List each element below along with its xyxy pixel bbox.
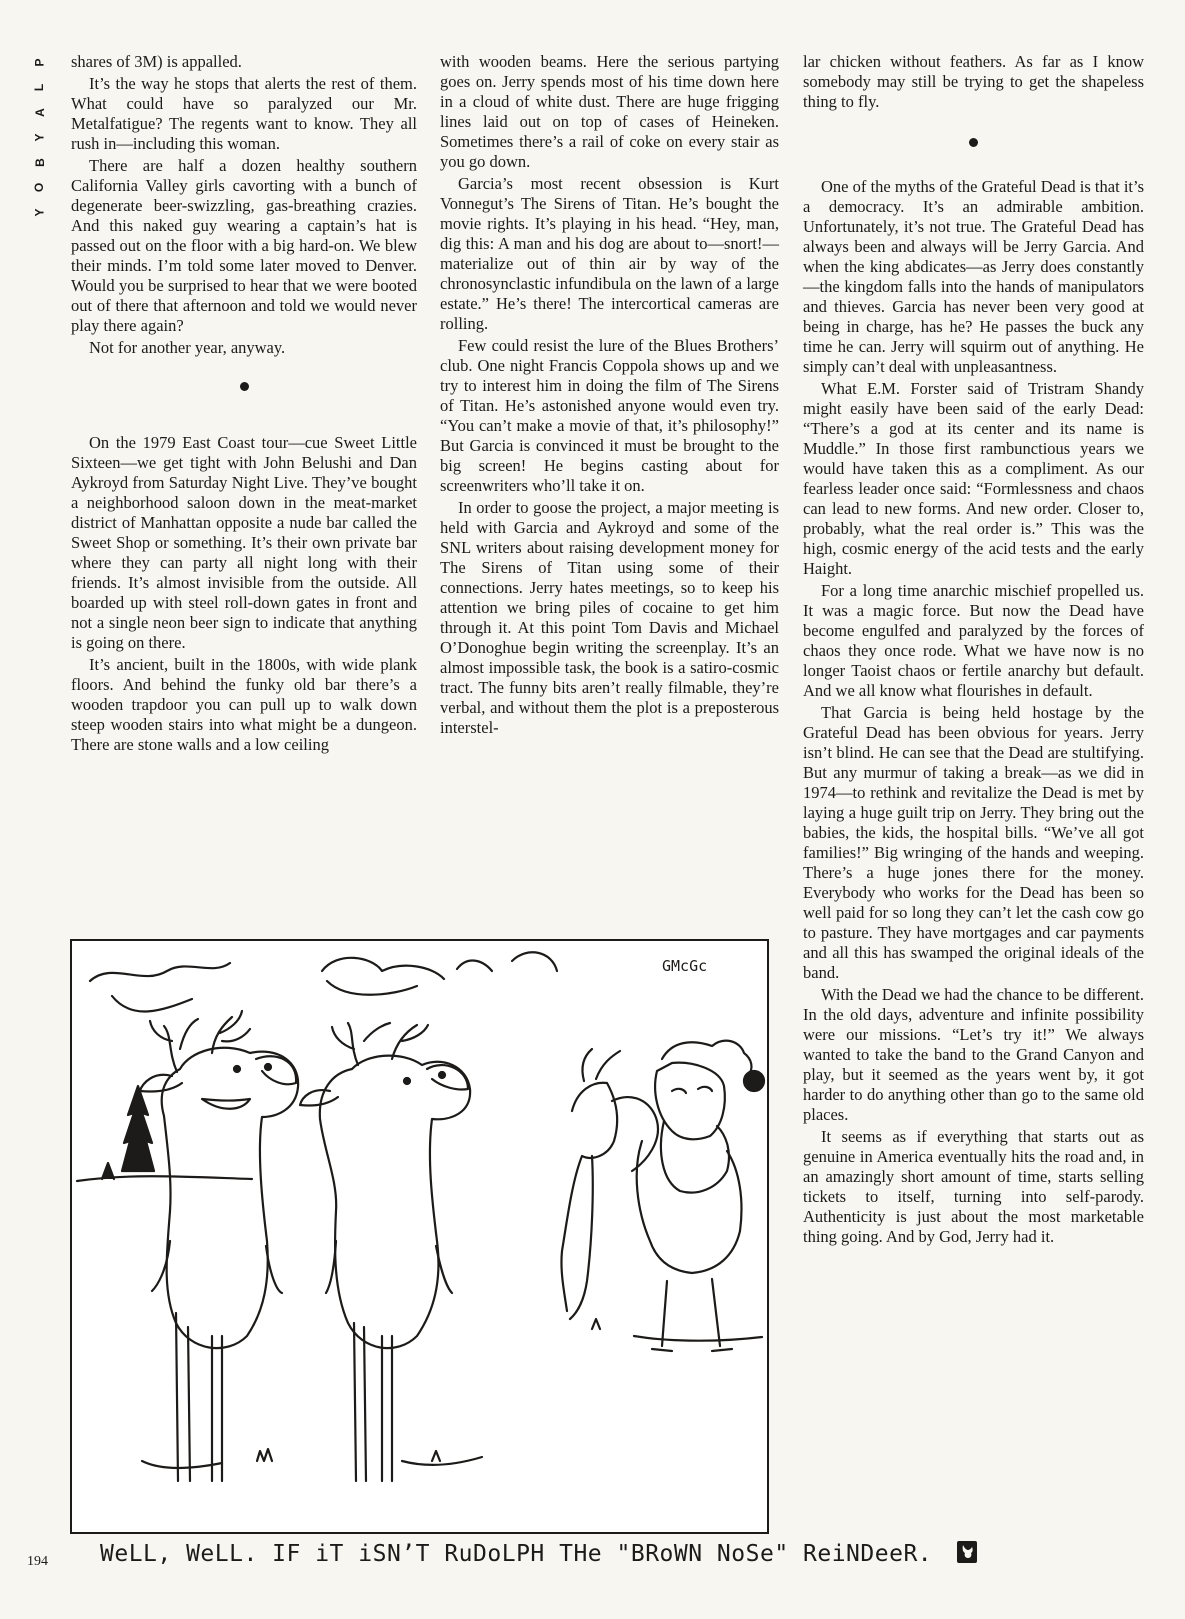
body-paragraph: What E.M. Forster said of Tristram Shandy might easily have been said of the early Dead: “There’s a god at its center and its name is Muddle.” In those first rambunctious years we would have taken this as a compliment. As our fearless leader once said: “Formlessness and chaos can lead to new forms. And new order. Closer to, probably, what the real order is.” This was the high, cosmic energy of the acid tests and the early Haight. (803, 379, 1144, 578)
body-paragraph: There are half a dozen healthy southern California Valley girls cavorting with a bunch of degenerate beer-swizzling, gas-breathing crazies. And this naked guy wearing a captain’s hat is passed out on the floor with a big hard-on. We blew their minds. I’m told some later moved to Denver. Would you be surprised to hear that we were booted out of there that afternoon and told we would never play there again? (71, 156, 417, 335)
cloud-line (322, 958, 444, 979)
col2-paragraphs (440, 52, 779, 738)
magazine-mark-letter: A (32, 108, 47, 117)
grass-tuft (257, 1449, 272, 1461)
santa-claus (634, 1041, 764, 1351)
body-paragraph: One of the myths of the Grateful Dead is that it’s a democracy. It’s an admirable ambition. Unfortunately, it’s not true. The Grateful Dead has always been and always will be Jerry Garcia. And when the king abdicates—as Jerry does constantly—the kingdom falls into the hands of manipulators and thieves. Garcia has never been very good at being in charge, has he? He passes the buck any time he can. Jerry will squirm out of anything. He simply can’t deal with unpleasantness. (803, 177, 1144, 376)
magazine-mark-letter: Y (32, 208, 47, 217)
body-paragraph: Not for another year, anyway. (89, 338, 286, 357)
rabbit-head-end-mark-icon (957, 1541, 977, 1563)
body-paragraph: lar chicken without feathers. As far as I know somebody may still be trying to get the shapeless thing to fly. (803, 52, 1144, 111)
cloud-line (90, 963, 230, 981)
column-3 (803, 52, 1144, 1247)
section-break-bullet (969, 138, 978, 147)
magazine-mark-letter: O (32, 182, 47, 193)
magazine-mark-letter: Y (32, 133, 47, 142)
reindeer-left (140, 1011, 298, 1481)
body-paragraph: In order to goose the project, a major meeting is held with Garcia and Aykroyd and some of the SNL writers about raising development money for The Sirens of Titan using some of their connections. Jerry hates meetings, so to keep his attention we bring piles of cocaine to get him through it. At this point Tom Davis and Michael O’Donoghue begin writing the screenplay. It’s an almost impossible task, the book is a satiro-cosmic tract. The funny bits aren’t really filmable, they’re verbal, and without them the plot is a preposterous interstel- (440, 498, 779, 737)
body-paragraph: with wooden beams. Here the serious partying goes on. Jerry spends most of his time down here in a cloud of white dust. There are huge frigging lines laid out on top of cases of Heineken. Sometimes there’s a rail of coke on every stair as you go down. (440, 52, 779, 171)
body-paragraph: Garcia’s most recent obsession is Kurt Vonnegut’s The Sirens of Titan. He’s bought the movie rights. It’s playing in his head. “Hey, man, dig this: A man and his dog are about to—snort!—materialize out of thin air by way of the chronosynclastic infundibula on the lawn of a large estate.” He’s there! The intercortical cameras are rolling. (440, 174, 779, 333)
body-paragraph: It’s ancient, built in the 1800s, with wide plank floors. And behind the funky old bar there’s a wooden trapdoor you can pull up to walk down steep wooden stairs into what might be a dungeon. There are stone walls and a low ceiling (71, 655, 417, 754)
column-1 (71, 52, 417, 755)
col3-paragraphs-bottom (803, 177, 1144, 1247)
magazine-mark-letter: B (32, 158, 47, 167)
magazine-mark-letter: L (32, 83, 47, 92)
col1-paragraphs-bottom (71, 433, 417, 755)
cloud-line (112, 996, 192, 1011)
grass-tuft (432, 1451, 440, 1461)
body-paragraph: With the Dead we had the chance to be different. In the old days, adventure and infinite possibility were our missions. “Let’s try it!” We always wanted to take the band to the Grand Canyon and play, but it seemed as the years went by, it got harder to do anything other than go to the same old places. (803, 985, 1144, 1124)
cloud-line (327, 981, 417, 995)
col1-paragraphs-top (71, 52, 417, 358)
cloud-line (457, 961, 492, 971)
body-paragraph: That Garcia is being held hostage by the Grateful Dead has been obvious for years. Jerry isn’t blind. He can see that the Dead are stultifying. But any murmur of taking a break—as we did in 1974—to rethink and revitalize the Dead is met by laying a huge guilt trip on Jerry. They bring out the babies, the kids, the hospital bills. “We’ve all got families!” Big wringing of the hands and weeping. There’s a huge jones there for the money. Everybody who works for the Dead has been so well paid for so long they can’t let the cash cow go to pasture. They have mortgages and car payments and all this has swamped the original ideals of the band. (803, 703, 1144, 982)
page-number: 194 (27, 1554, 48, 1569)
magazine-mark-letter: P (32, 58, 47, 67)
playboy-vertical-logo (30, 50, 50, 225)
grass-tuft (592, 1319, 600, 1329)
col3-paragraphs-top (803, 52, 1144, 112)
body-paragraph: It’s the way he stops that alerts the rest of them. What could have so paralyzed our Mr. Metalfatigue? The regents want to know. They all rush in—including this woman. (71, 74, 417, 153)
cartoon-caption: WeLL, WeLL. IF iT iSN’T RuDoLPH THe "BRoWN NoSe" ReiNDeeR. (100, 1541, 933, 1567)
pine-tree (122, 1086, 154, 1171)
body-paragraph: shares of 3M) is appalled. (71, 52, 242, 71)
body-paragraph: For a long time anarchic mischief propelled us. It was a magic force. But now the Dead have become engulfed and paralyzed by the forces of chaos they once rode. What we have now is no longer Taoist chaos or fertile anarchy but default. And we all know what flourishes in default. (803, 581, 1144, 700)
body-paragraph: On the 1979 East Coast tour—cue Sweet Little Sixteen—we get tight with John Belushi and Dan Aykroyd from Saturday Night Live. They’ve bought a neighborhood saloon down in the meat-market district of Manhattan opposite a nude bar called the Sweet Shop or something. It’s their own private bar where they can party all night long with their friends. It’s almost invisible from the outside. All boarded up with steel roll-down gates in front and not a single neon beer sign to indicate that anything is going on there. (71, 433, 417, 652)
reindeer-kissing-santa (561, 1049, 658, 1319)
body-paragraph: Few could resist the lure of the Blues Brothers’ club. One night Francis Coppola shows up and we try to interest him in doing the film of The Sirens of Titan. He’s astonished anyone would even try. “You can’t make a movie of that, it’s philosophy!” But Garcia is convinced it must be brought to the big screen! He begins casting about for screenwriters who’ll take it on. (440, 336, 779, 495)
reindeer-cartoon (70, 939, 769, 1534)
section-break-bullet (240, 382, 249, 391)
cloud-line (512, 952, 557, 971)
cartoonist-signature: GMcGc (662, 957, 708, 975)
reindeer-middle (300, 1023, 482, 1481)
column-2 (440, 52, 779, 738)
body-paragraph: It seems as if everything that starts out as genuine in America eventually hits the road and, in an amazingly short amount of time, starts selling tickets to itself, turning into self-parody. Authenticity is just about the most marketable thing going. And by God, Jerry had it. (803, 1127, 1144, 1246)
